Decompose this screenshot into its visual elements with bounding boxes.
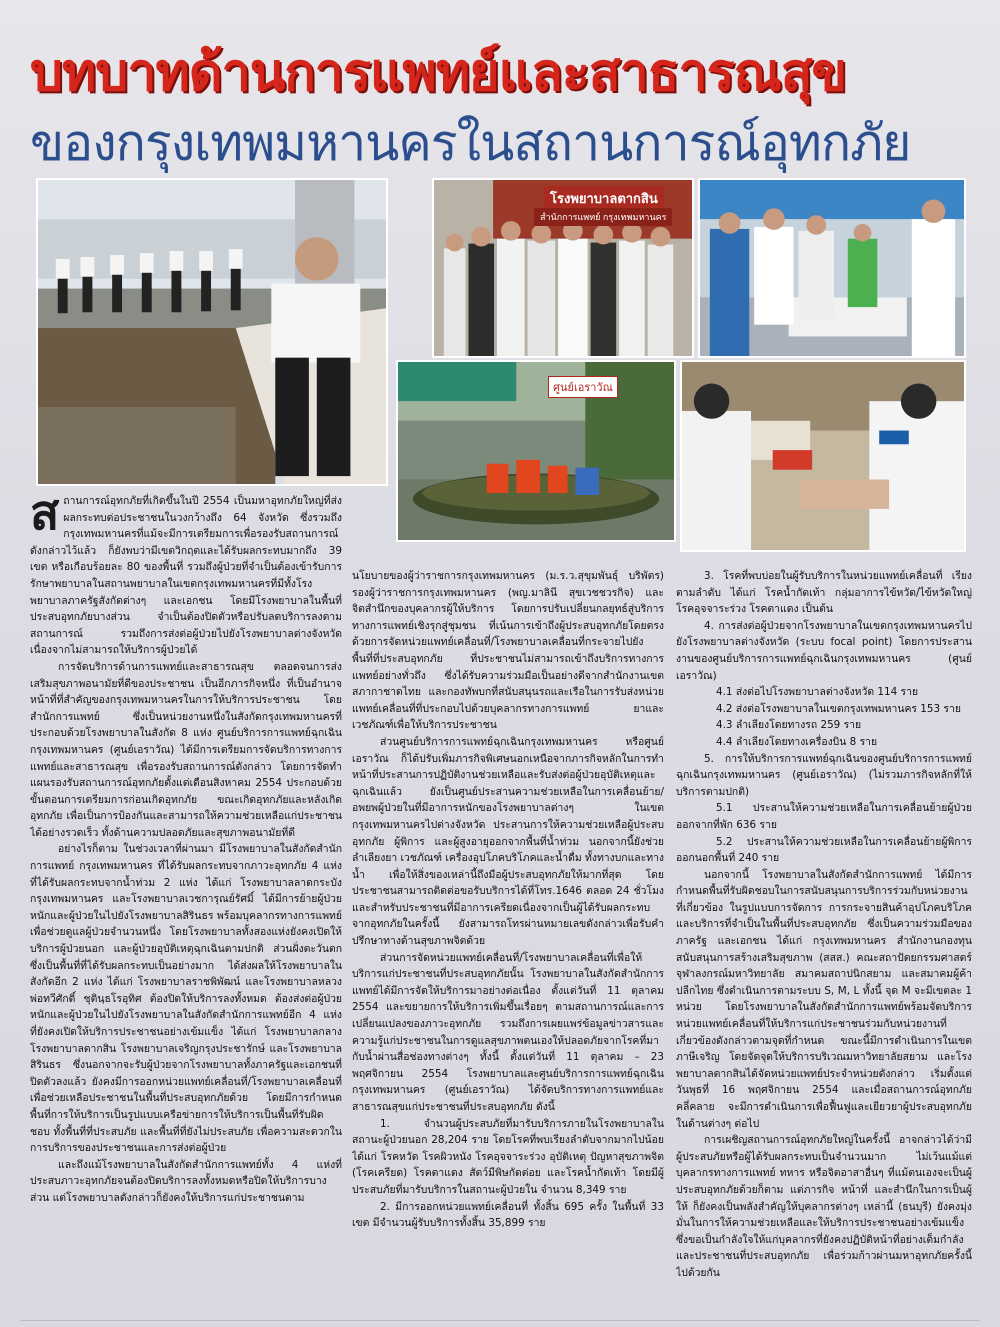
article-sub-item: 4.1 ส่งต่อไปโรงพยาบาลต่างจังหวัด 114 ราย (716, 686, 919, 699)
article-paragraph: นโยบายของผู้ว่าราชการกรุงเทพมหานคร (ม.ร.ว.สุขุมพันธุ์ บริพัตร) รองผู้ว่าราชการกรุงเทพมหานคร (พญ.มาลินี สุขเวชชวรกิจ) และจิตสำนึกของบุคลากรผู้ให้บริการ โดยการปรับเปลี่ยนกลยุทธ์สู่บริการทางการแพทย์เชิงรุกสู่ชุมชน ที่เน้นการเข้าถึงผู้ประสบอุทกภัยโดยตรงด้วยการจัดหน่วยแพทย์เคลื่อนที่/โรงพยาบาลเคลื่อนที่กระจายไปยังพื้นที่ที่ประสบอุทกภัย ที่ประชาชนไม่สามารถเข้าถึงบริการทางการแพทย์อย่างทั่วถึง ซึ่งได้รับความร่วมมือเป็นอย่างดีจากสำนักงานเขต สภากาชาดไทย และกองทัพบกที่สนับสนุนรถและเรือในการรับส่งหน่วยแพทย์เคลื่อนที่ที่ประกอบไปด้วยบุคลากรทางการแพทย์ ยาและเวชภัณฑ์เพื่อให้บริการประชาชน (352, 570, 664, 732)
article-column-1 (30, 493, 342, 1313)
drop-cap: ส (30, 493, 60, 541)
article-column-3 (676, 568, 972, 1313)
article-paragraph: อย่างไรก็ตาม ในช่วงเวลาที่ผ่านมา มีโรงพยาบาลในสังกัดสำนักการแพทย์ กรุงเทพมหานคร ที่ได้รับผลกระทบจากภาวะอุทกภัย 4 แห่ง ที่ได้รับผลกระทบจากน้ำท่วม 2 แห่ง ได้แก่ โรงพยาบาลลาดกระบังกรุงเทพมหานคร และโรงพยาบาลเวชการุณย์รัศมิ์ ได้มีการย้ายผู้ป่วยหนักและผู้ป่วยในไปยังโรงพยาบาลสิรินธร พร้อมบุคลากรทางการแพทย์เพื่อช่วยดูแลผู้ป่วยจำนวนหนึ่ง โดยโรงพยาบาลทั้งสองแห่งยังคงเปิดให้บริการผู้ป่วยนอก และผู้ป่วยอุบัติเหตุฉุกเฉินตามปกติ ส่วนฝั่งตะวันตก ซึ่งเป็นพื้นที่ที่ได้รับผลกระทบเป็นอย่างมาก ได้ส่งผลให้โรงพยาบาลในสังกัดอีก 2 แห่ง ได้แก่ โรงพยาบาลราชพิพัฒน์ และโรงพยาบาลหลวงพ่อทวีศักดิ์ ชุตินฺธโรอุทิศ ต้องปิดให้บริการลงทั้งหมด ต้องส่งต่อผู้ป่วยหนักและผู้ป่วยในไปยังโรงพยาบาลในสังกัดสำนักการแพทย์อีก 4 แห่ง ที่ยังคงเปิดให้บริการประชาชนอย่างเข้มแข็ง ได้แก่ โรงพยาบาลกลาง โรงพยาบาลตากสิน โรงพยาบาลเจริญกรุงประชารักษ์ และโรงพยาบาลสิรินธร ซึ่งนอกจากจะรับผู้ป่วยจากโรงพยาบาลทั้งภาครัฐและเอกชนที่ปิดตัวลงแล้ว ยังคงมีการออกหน่วยแพทย์เคลื่อนที่/โรงพยาบาลเคลื่อนที่ เพื่อช่วยเหลือประชาชนในพื้นที่ประสบอุทกภัยด้วย โดยมีการกำหนดพื้นที่การให้บริการเป็นรูปแบบเครือข่ายการให้บริการเป็นพื้นที่รับผิดชอบ ทั้งพื้นที่ที่ประสบภัย และพื้นที่ที่ยังไม่ประสบภัย เพื่อความสะดวกในการบริการของประชาชนและการส่งต่อผู้ป่วย (30, 843, 342, 1155)
article-sub-item: 5.2 ประสานให้ความช่วยเหลือในการเคลื่อนย้ายผู้พิการออกนอกพื้นที่ 240 ราย (676, 835, 972, 865)
article-paragraph: ส่วนการจัดหน่วยแพทย์เคลื่อนที่/โรงพยาบาลเคลื่อนที่เพื่อให้บริการแก่ประชาชนที่ประสบอุทกภัยนั้น โรงพยาบาลในสังกัดสำนักการแพทย์ได้มีการจัดให้บริการมาอย่างต่อเนื่อง ตั้งแต่วันที่ 11 ตุลาคม 2554 และขยายการให้บริการเพิ่มขึ้นเรื่อยๆ ตามสถานการณ์และการเปลี่ยนแปลงของภาวะอุทกภัย รวมถึงการเผยแพร่ข้อมูลข่าวสารและความรู้แก่ประชาชนในการดูแลสุขภาพตนเองให้ปลอดภัยจากโรคที่มากับน้ำผ่านสื่อช่องทางต่างๆ ทั้งนี้ ตั้งแต่วันที่ 11 ตุลาคม – 23 พฤศจิกายน 2554 โรงพยาบาลและศูนย์บริการการแพทย์ฉุกเฉินกรุงเทพมหานคร (ศูนย์เอราวัณ) ได้จัดบริการทางการแพทย์และสาธารณสุขแก่ประชาชนที่ประสบอุทกภัย ดังนี้ (352, 951, 664, 1113)
article-sub-item: 4.2 ส่งต่อโรงพยาบาลในเขตกรุงเทพมหานคร 153 ราย (716, 702, 961, 715)
article-paragraph: นอกจากนี้ โรงพยาบาลในสังกัดสำนักการแพทย์ ได้มีการกำหนดพื้นที่รับผิดชอบในการสนับสนุนการบริการร่วมกับหน่วยงานที่เกี่ยวข้อง ในรูปแบบการจัดการ การกระจายสินค้าอุปโภคบริโภคและบริการที่จำเป็นในพื้นที่ประสบอุทกภัย ซึ่งเป็นความร่วมมือของภาครัฐ และเอกชน ได้แก่ กรุงเทพมหานคร สำนักงานกองทุนสนับสนุนการสร้างเสริมสุขภาพ (สสส.) คณะสถาปัตยกรรมศาสตร์ จุฬาลงกรณ์มหาวิทยาลัย สมาคมสถาปนิกสยาม และสมาคมผู้ค้าปลีกไทย ซึ่งดำเนินการตามระบบ S, M, L ทั้งนี้ จุด M จะมีเขตละ 1 หน่วย โดยโรงพยาบาลในสังกัดสำนักการแพทย์พร้อมจัดบริการหน่วยแพทย์เคลื่อนที่ให้บริการแก่ประชาชนร่วมกับหน่วยงานที่เกี่ยวข้องดังกล่าวตามจุดที่กำหนด ขณะนี้มีการดำเนินการในเขตภาษีเจริญ โดยจัดจุดให้บริการบริเวณมหาวิทยาลัยสยาม และโรงพยาบาลตากสินได้จัดหน่วยแพทย์ประจำหน่วยดังกล่าว เริ่มตั้งแต่วันพุธที่ 16 พฤศจิกายน 2554 และเมื่อสถานการณ์อุทกภัยคลี่คลาย จะมีการดำเนินการเพื่อฟื้นฟูและเยียวยาผู้ประสบอุทกภัยในด้านต่างๆ ต่อไป (676, 868, 972, 1130)
headline-subtitle: ของกรุงเทพมหานครในสถานการณ์อุทกภัย (30, 114, 911, 172)
headline-title: บทบาทด้านการแพทย์และสาธารณสุข (30, 43, 847, 103)
article-list-item: 3. โรคที่พบบ่อยในผู้รับบริการในหน่วยแพทย์เคลื่อนที่ เรียงตามลำดับ ได้แก่ โรคน้ำกัดเท้า กลุ่มอาการไข้หวัด/ไข้หวัดใหญ่ โรคอุจจาระร่วง โรคตาแดง เป็นต้น (676, 570, 972, 616)
article-paragraph: ส่วนศูนย์บริการการแพทย์ฉุกเฉินกรุงเทพมหานคร หรือศูนย์เอราวัณ ก็ได้ปรับเพิ่มภารกิจพิเศษนอกเหนือจากภารกิจหลักในการทำหน้าที่ประสานการปฏิบัติงานช่วยเหลือและรับส่งต่อผู้ป่วยอุบัติเหตุและฉุกเฉินแล้ว ยังเป็นศูนย์ประสานความช่วยเหลือในการเคลื่อนย้าย/อพยพผู้ป่วยในที่มีอาการหนักของโรงพยาบาลต่างๆ ในเขตกรุงเทพมหานครไปต่างจังหวัด ประสานการให้ความช่วยเหลือผู้ประสบอุทกภัย ผู้พิการ และผู้สูงอายุออกจากพื้นที่น้ำท่วม นอกจากนี้ยังช่วยลำเลียงยา เวชภัณฑ์ เครื่องอุปโภคบริโภคและน้ำดื่ม ทั้งทางบกและทางน้ำ เพื่อให้สิ่งของเหล่านี้ถึงมือผู้ประสบอุทกภัยให้มากที่สุด โดยประชาชนสามารถติดต่อขอรับบริการได้ที่โทร.1646 ตลอด 24 ชั่วโมง และสำหรับประชาชนที่มีอาการเครียดเนื่องจากเป็นผู้ได้รับผลกระทบจากอุทกภัยในครั้งนี้ ยังสามารถโทรผ่านหมายเลขดังกล่าวเพื่อรับคำปรึกษาทางด้านสุขภาพจิตด้วย (352, 735, 664, 948)
article-opening-paragraph: สถานการณ์อุทกภัยที่เกิดขึ้นในปี 2554 เป็นมหาอุทกภัยใหญ่ที่ส่งผลกระทบต่อประชาชนในวงกว้างถึง 64 จังหวัด ซึ่งรวมถึงกรุงเทพมหานครที่แม้จะมีการเตรียมการเพื่อรองรับสถานการณ์ดังกล่าวไว้แล้ว ก็ยังพบว่ามีเขตวิกฤตและได้รับผลกระทบมากถึง 39 เขต หรือเกือบร้อยละ 80 ของพื้นที่ รวมถึงผู้ป่วยที่จำเป็นต้องเข้ารับการรักษาพยาบาลในสถานพยาบาลในเขตกรุงเทพมหานครที่มีทั้งโรงพยาบาลภาครัฐสังกัดต่างๆ และเอกชน โดยมีโรงพยาบาลในพื้นที่ประสบอุทกภัยบางส่วน จำเป็นต้องปิดตัวหรือปรับลดบริการลงตามสถานการณ์ รวมถึงการส่งต่อผู้ป่วยไปยังโรงพยาบาลต่างจังหวัด เนื่องจากไม่สามารถให้บริการผู้ป่วยได้ (30, 493, 342, 657)
page-bottom-rule (20, 1320, 980, 1321)
article-sub-item: 4.3 ลำเลียงโดยทางรถ 259 ราย (716, 719, 862, 732)
article-paragraph: การเผชิญสถานการณ์อุทกภัยใหญ่ในครั้งนี้ อาจกล่าวได้ว่ามีผู้ประสบภัยหรือผู้ได้รับผลกระทบเป็นจำนวนมาก ไม่เว้นแม้แต่บุคลากรทางการแพทย์ ทหาร หรือจิตอาสาอื่นๆ ที่แม้ตนเองจะเป็นผู้ประสบอุทกภัยด้วยก็ตาม แต่ภารกิจ หน้าที่ และสำนึกในการเป็นผู้ให้ ก็ยังคงเป็นพลังสำคัญให้บุคลากรต่างๆ เหล่านี้ (ธนบุรี) ยังคงมุ่งมั่นในการให้ความช่วยเหลือและให้บริการประชาชนอย่างเข้มแข็ง ซึ่งขอเป็นกำลังใจให้แก่บุคลากรที่ยังคงปฏิบัติหน้าที่อย่างเต็มกำลัง และประชาชนที่ประสบอุทกภัย เพื่อร่วมก้าวผ่านมหาอุทกภัยครั้งนี้ไปด้วยกัน (676, 1134, 972, 1279)
article-list-item: 4. การส่งต่อผู้ป่วยจากโรงพยาบาลในเขตกรุงเทพมหานครไปยังโรงพยาบาลต่างจังหวัด (ระบบ focal point) โดยการประสานงานของศูนย์บริการการแพทย์ฉุกเฉินกรุงเทพมหานคร (ศูนย์เอราวัณ) (676, 619, 972, 682)
emergency-sign: ศูนย์เอราวัณ (548, 376, 618, 398)
article-sub-item: 4.4 ลำเลียงโดยทางเครื่องบิน 8 ราย (716, 735, 878, 748)
article-paragraph: การจัดบริการด้านการแพทย์และสาธารณสุข ตลอดจนการส่งเสริมสุขภาพอนามัยที่ดีของประชาชน เป็นอีกภารกิจหนึ่ง ที่เป็นอำนาจหน้าที่ที่สำคัญของกรุงเทพมหานครในการให้บริการประชาชน โดยสำนักการแพทย์ ซึ่งเป็นหน่วยงานหนึ่งในสังกัดกรุงเทพมหานครที่ประกอบด้วยโรงพยาบาลในสังกัด 8 แห่ง ศูนย์บริการการแพทย์ฉุกเฉินกรุงเทพมหานคร (ศูนย์เอราวัณ) ได้มีการเตรียมการจัดบริการทางการแพทย์และสาธารณสุข เพื่อรองรับสถานการณ์ดังกล่าว โดยการจัดทำแผนรองรับสถานการณ์อุทกภัยตั้งแต่เดือนสิงหาคม 2554 ประกอบด้วยขั้นตอนการเตรียมการก่อนเกิดอุทกภัย ขณะเกิดอุทกภัยและหลังเกิดอุทกภัย เพื่อเป็นการป้องกันและสามารถให้ความช่วยเหลือแก่ประชาชนได้อย่างรวดเร็ว ทั้งด้านความปลอดภัยและสุขภาพอนามัยที่ดี (30, 660, 342, 839)
article-list-item: 5. การให้บริการการแพทย์ฉุกเฉินของศูนย์บริการการแพทย์ฉุกเฉินกรุงเทพมหานคร (ศูนย์เอราวัณ) (ไม่รวมภารกิจหลักที่ให้บริการตามปกติ) (676, 752, 972, 798)
hospital-sign: โรงพยาบาลตากสิน (544, 186, 664, 211)
article-list-item: 2. มีการออกหน่วยแพทย์เคลื่อนที่ ทั้งสิ้น 695 ครั้ง ในพื้นที่ 33 เขต มีจำนวนผู้รับบริการทั้งสิ้น 35,899 ราย (352, 1200, 664, 1230)
article-list-item: 1. จำนวนผู้ประสบภัยที่มารับบริการภายในโรงพยาบาลในสถานะผู้ป่วยนอก 28,204 ราย โดยโรคที่พบเรียงลำดับจากมากไปน้อย ได้แก่ โรคหวัด โรคผิวหนัง โรคอุจจาระร่วง อุบัติเหตุ ปัญหาสุขภาพจิต (โรคเครียด) โรคตาแดง สัตว์มีพิษกัดต่อย และโรคน้ำกัดเท้า โดยมีผู้ประสบภัยที่มารับบริการในสถานะผู้ป่วยใน จำนวน 8,349 ราย (352, 1117, 664, 1196)
hospital-sign-sub: สำนักการแพทย์ กรุงเทพมหานคร (534, 208, 672, 226)
photo-rescue-boat (396, 360, 676, 542)
article-sub-item: 5.1 ประสานให้ความช่วยเหลือในการเคลื่อนย้ายผู้ป่วยออกจากที่พัก 636 ราย (676, 802, 972, 831)
photo-wound-care (680, 360, 966, 552)
photo-hospital-group (432, 178, 694, 358)
article-paragraph: และถึงแม้โรงพยาบาลในสังกัดสำนักการแพทย์ทั้ง 4 แห่งที่ประสบภาวะอุทกภัยจนต้องปิดบริการลงทั้งหมดหรือปิดให้บริการบางส่วน แต่โรงพยาบาลดังกล่าวก็ยังคงให้บริการแก่ประชาชนตาม (30, 1158, 342, 1204)
article-column-2 (352, 568, 664, 1313)
photo-medical-tent (698, 178, 966, 358)
photo-inspection-walk (36, 178, 388, 486)
